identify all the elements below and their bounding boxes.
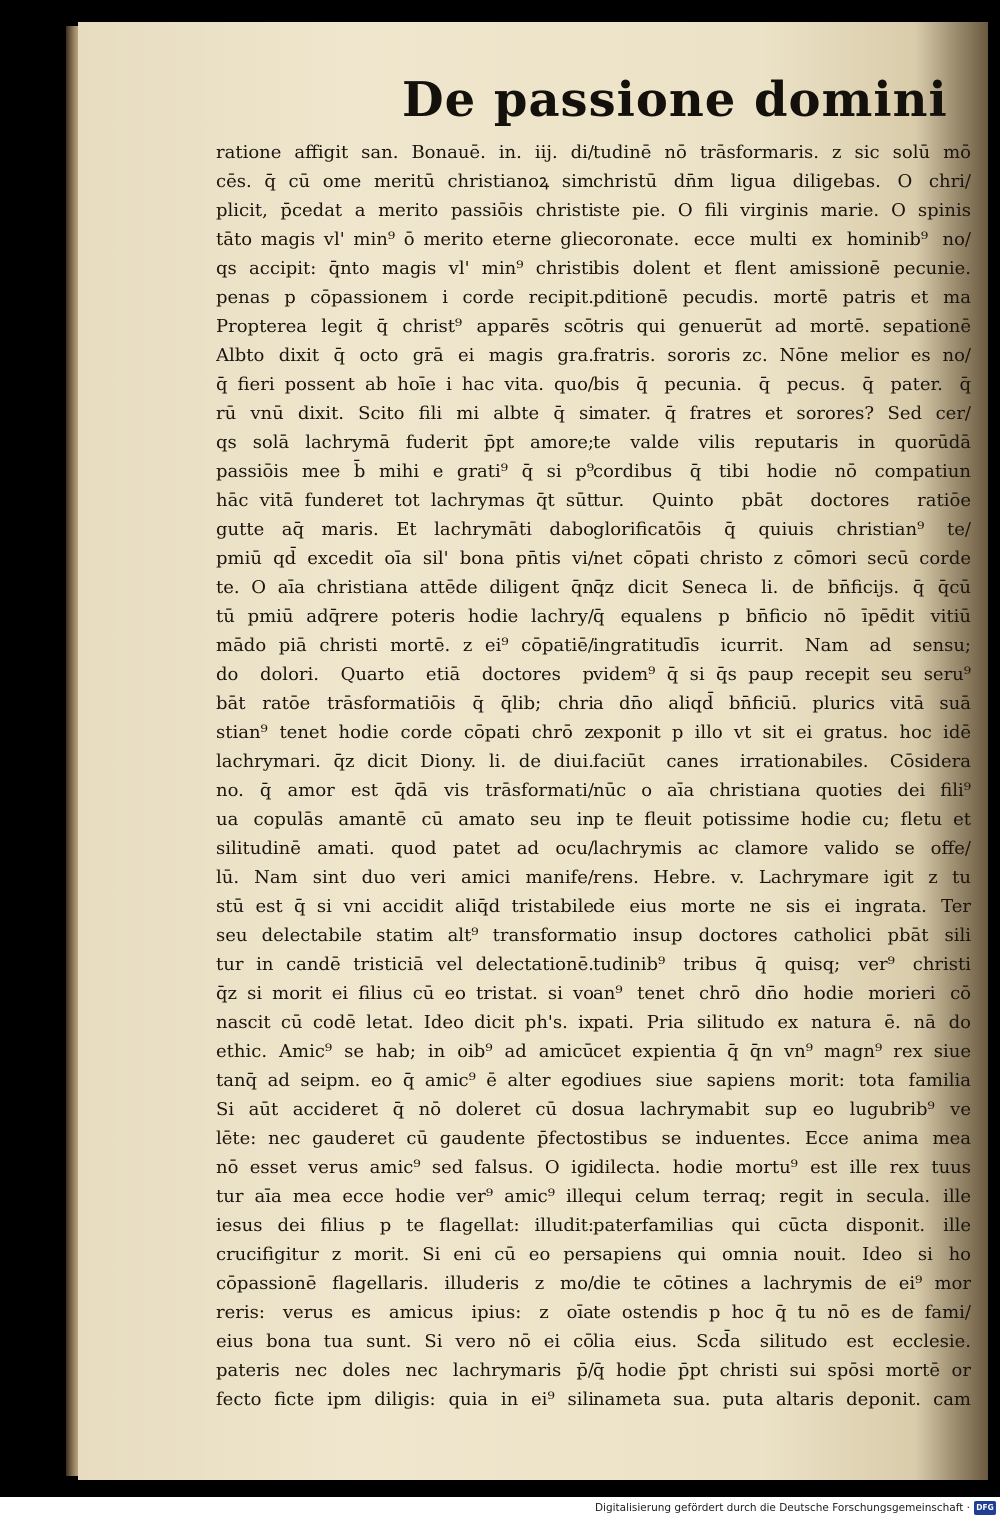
text-line: rens. Hebre. v. Lachrymare igit z tu xyxy=(593,867,971,888)
text-line: silitudinē amati. quod patet ad ocu/ xyxy=(216,838,594,859)
text-line: nascit cū codē letat. Ideo dicit ph's. ix xyxy=(216,1012,594,1033)
dfg-logo: DFG xyxy=(974,1501,996,1515)
text-line: plicit, p̄cedat a merito passiōis christi xyxy=(216,200,594,221)
text-line: tio insup doctores catholici pbāt sili xyxy=(593,925,971,946)
text-line: nameta sua. puta altaris deponit. cam xyxy=(593,1389,971,1410)
text-line: ratione affigit san. Bonauē. in. iij. di/ xyxy=(216,142,594,163)
text-line: passiōis mee b̄ mihi e grati⁹ q̄ si p⁹ xyxy=(216,461,594,482)
text-line: lēte: nec gauderet cū gaudente p̄fecto xyxy=(216,1128,594,1149)
text-line: ingratitudīs icurrit. Nam ad sensu; xyxy=(593,635,971,656)
text-line: tur in candē tristiciā vel delectationē. xyxy=(216,954,594,975)
text-line: christū dn̄m ligua diligebas. O chri/ xyxy=(593,171,971,192)
text-line: fratris. sororis zc. Nōne melior es no/ xyxy=(593,345,971,366)
text-line: lia eius. Scd̄a silitudo est ecclesie. xyxy=(593,1331,971,1352)
text-line: q̄ equalens p bn̄ficio nō īpēdit vitiū xyxy=(593,606,971,627)
text-line: gutte aq̄ maris. Et lachrymāti dabo xyxy=(216,519,594,540)
text-line: no. q̄ amor est q̄dā vis trāsformati/ xyxy=(216,780,594,801)
text-line: iesus dei filius p te flagellat: illudit: xyxy=(216,1215,594,1236)
text-line: die te cōtines a lachrymis de ei⁹ mor xyxy=(593,1273,971,1294)
text-line: tanq̄ ad seipm. eo q̄ amic⁹ ē alter ego xyxy=(216,1070,594,1091)
text-line: a dn̄o aliqd̄ bn̄ficiū. plurics vitā suā xyxy=(593,693,971,714)
text-line: an⁹ tenet chrō dn̄o hodie morieri cō xyxy=(593,983,971,1004)
text-line: mādo piā christi mortē. z ei⁹ cōpatiē/ xyxy=(216,635,594,656)
text-line: do dolori. Quarto etiā doctores p xyxy=(216,664,594,685)
text-line: net cōpati christo z cōmori secū corde xyxy=(593,548,971,569)
text-line: faciūt canes irrationabiles. Cōsidera xyxy=(593,751,971,772)
text-line: te ostendis p hoc q̄ tu nō es de fami/ xyxy=(593,1302,971,1323)
text-line: cordibus q̄ tibi hodie nō compatiun xyxy=(593,461,971,482)
text-line: cēs. q̄ cū ome meritū christianoꝝ sim xyxy=(216,171,594,192)
text-line: crucifigitur z morit. Si eni cū eo per xyxy=(216,1244,594,1265)
text-line: te. O aīa christiana attēde diligent q̄n xyxy=(216,577,594,598)
text-line: tur aīa mea ecce hodie ver⁹ amic⁹ ille xyxy=(216,1186,594,1207)
text-line: stū est q̄ si vni accidit aliq̄d tristabile xyxy=(216,896,594,917)
text-line: seu delectabile statim alt⁹ transforma xyxy=(216,925,594,946)
text-line: sua lachrymabit sup eo lugubrib⁹ ve xyxy=(593,1099,971,1120)
text-line: eius bona tua sunt. Si vero nō ei cō xyxy=(216,1331,594,1352)
footer-credit: Digitalisierung gefördert durch die Deutsche Forschungsgemeinschaft · xyxy=(594,1502,970,1514)
text-line: nō esset verus amic⁹ sed falsus. O igi xyxy=(216,1157,594,1178)
text-line: pditionē pecudis. mortē patris et ma xyxy=(593,287,971,308)
text-line: ste pie. O fili virginis marie. O spinis xyxy=(593,200,971,221)
text-line: reris: verus es amicus ipius: z oīa xyxy=(216,1302,594,1323)
text-line: nūc o aīa christiana quoties dei fili⁹ xyxy=(593,780,971,801)
text-line: bis dolent et flent amissionē pecunie. xyxy=(593,258,971,279)
text-line: stian⁹ tenet hodie corde cōpati chrō z xyxy=(216,722,594,743)
text-line: mater. q̄ fratres et sorores? Sed cer/ xyxy=(593,403,971,424)
text-line: tāto magis vl' min⁹ ō merito eterne glie xyxy=(216,229,594,250)
text-line: fecto ficte ipm diligis: quia in ei⁹ sili xyxy=(216,1389,594,1410)
text-line: pati. Pria silitudo ex natura ē. nā do xyxy=(593,1012,971,1033)
text-line: sapiens qui omnia nouit. Ideo si ho xyxy=(593,1244,971,1265)
text-column-right xyxy=(593,138,971,1414)
text-line: tur. Quinto pbāt doctores ratiōe xyxy=(593,490,971,511)
text-line: Albto dixit q̄ octo grā ei magis gra. xyxy=(216,345,594,366)
text-line: Propterea legit q̄ christ⁹ apparēs scō xyxy=(216,316,594,337)
text-line: ethic. Amic⁹ se hab; in oib⁹ ad amicū xyxy=(216,1041,594,1062)
text-line: stibus se induentes. Ecce anima mea xyxy=(593,1128,971,1149)
text-line: penas p cōpassionem i corde recipit. xyxy=(216,287,594,308)
text-line: hāc vitā funderet tot lachrymas q̄t sūt xyxy=(216,490,594,511)
text-line: bis q̄ pecunia. q̄ pecus. q̄ pater. q̄ xyxy=(593,374,971,395)
text-line: q̄z si morit ei filius cū eo tristat. si vo xyxy=(216,983,594,1004)
text-line: rū vnū dixit. Scito fili mi albte q̄ si xyxy=(216,403,594,424)
text-line: lū. Nam sint duo veri amici manife/ xyxy=(216,867,594,888)
text-line: qs solā lachrymā fuderit p̄pt amore; xyxy=(216,432,594,453)
text-line: diues siue sapiens morit: tota familia xyxy=(593,1070,971,1091)
text-line: qui celum terraq; regit in secula. ille xyxy=(593,1186,971,1207)
text-line: pateris nec doles nec lachrymaris p̄/ xyxy=(216,1360,594,1381)
text-line: coronate. ecce multi ex hominib⁹ no/ xyxy=(593,229,971,250)
text-line: qs accipit: q̄nto magis vl' min⁹ christi xyxy=(216,258,594,279)
text-line: te valde vilis reputaris in quorūdā xyxy=(593,432,971,453)
text-line: q̄ fieri possent ab hoīe i hac vita. quo/ xyxy=(216,374,594,395)
text-line: lachrymis ac clamore valido se offe/ xyxy=(593,838,971,859)
text-line: glorificatōis q̄ quiuis christian⁹ te/ xyxy=(593,519,971,540)
text-line: tū pmiū adq̄rere poteris hodie lachry/ xyxy=(216,606,594,627)
text-line: tris qui genuerūt ad mortē. sepationē xyxy=(593,316,971,337)
text-line: tudinē nō trāsformaris. z sic solū mō xyxy=(593,142,971,163)
text-line: pmiū qd̄ excedit oīa sil' bona pn̄tis vi/ xyxy=(216,548,594,569)
text-line: q̄ hodie p̄pt christi sui spōsi mortē or xyxy=(593,1360,971,1381)
text-line: Si aūt accideret q̄ nō doleret cū do xyxy=(216,1099,594,1120)
text-line: dilecta. hodie mortu⁹ est ille rex tuus xyxy=(593,1157,971,1178)
text-line: ua copulās amantē cū amato seu in xyxy=(216,809,594,830)
text-line: paterfamilias qui cūcta disponit. ille xyxy=(593,1215,971,1236)
text-line: cet expientia q̄ q̄n vn⁹ magn⁹ rex siue xyxy=(593,1041,971,1062)
page-heading: De passione domini xyxy=(402,72,948,128)
text-line: lachrymari. q̄z dicit Diony. li. de diui. xyxy=(216,751,594,772)
text-column-left xyxy=(216,138,594,1414)
text-line: q̄z dicit Seneca li. de bn̄ficijs. q̄ q̄cū xyxy=(593,577,971,598)
text-line: exponit p illo vt sit ei gratus. hoc idē xyxy=(593,722,971,743)
text-line: videm⁹ q̄ si q̄s paup recepit seu seru⁹ xyxy=(593,664,971,685)
text-line: bāt ratōe trāsformatiōis q̄ q̄lib; chri xyxy=(216,693,594,714)
text-line: cōpassionē flagellaris. illuderis z mo/ xyxy=(216,1273,594,1294)
text-line: tudinib⁹ tribus q̄ quisq; ver⁹ christi xyxy=(593,954,971,975)
text-line: de eius morte ne sis ei ingrata. Ter xyxy=(593,896,971,917)
text-line: p te fleuit potissime hodie cu; fletu et xyxy=(593,809,971,830)
